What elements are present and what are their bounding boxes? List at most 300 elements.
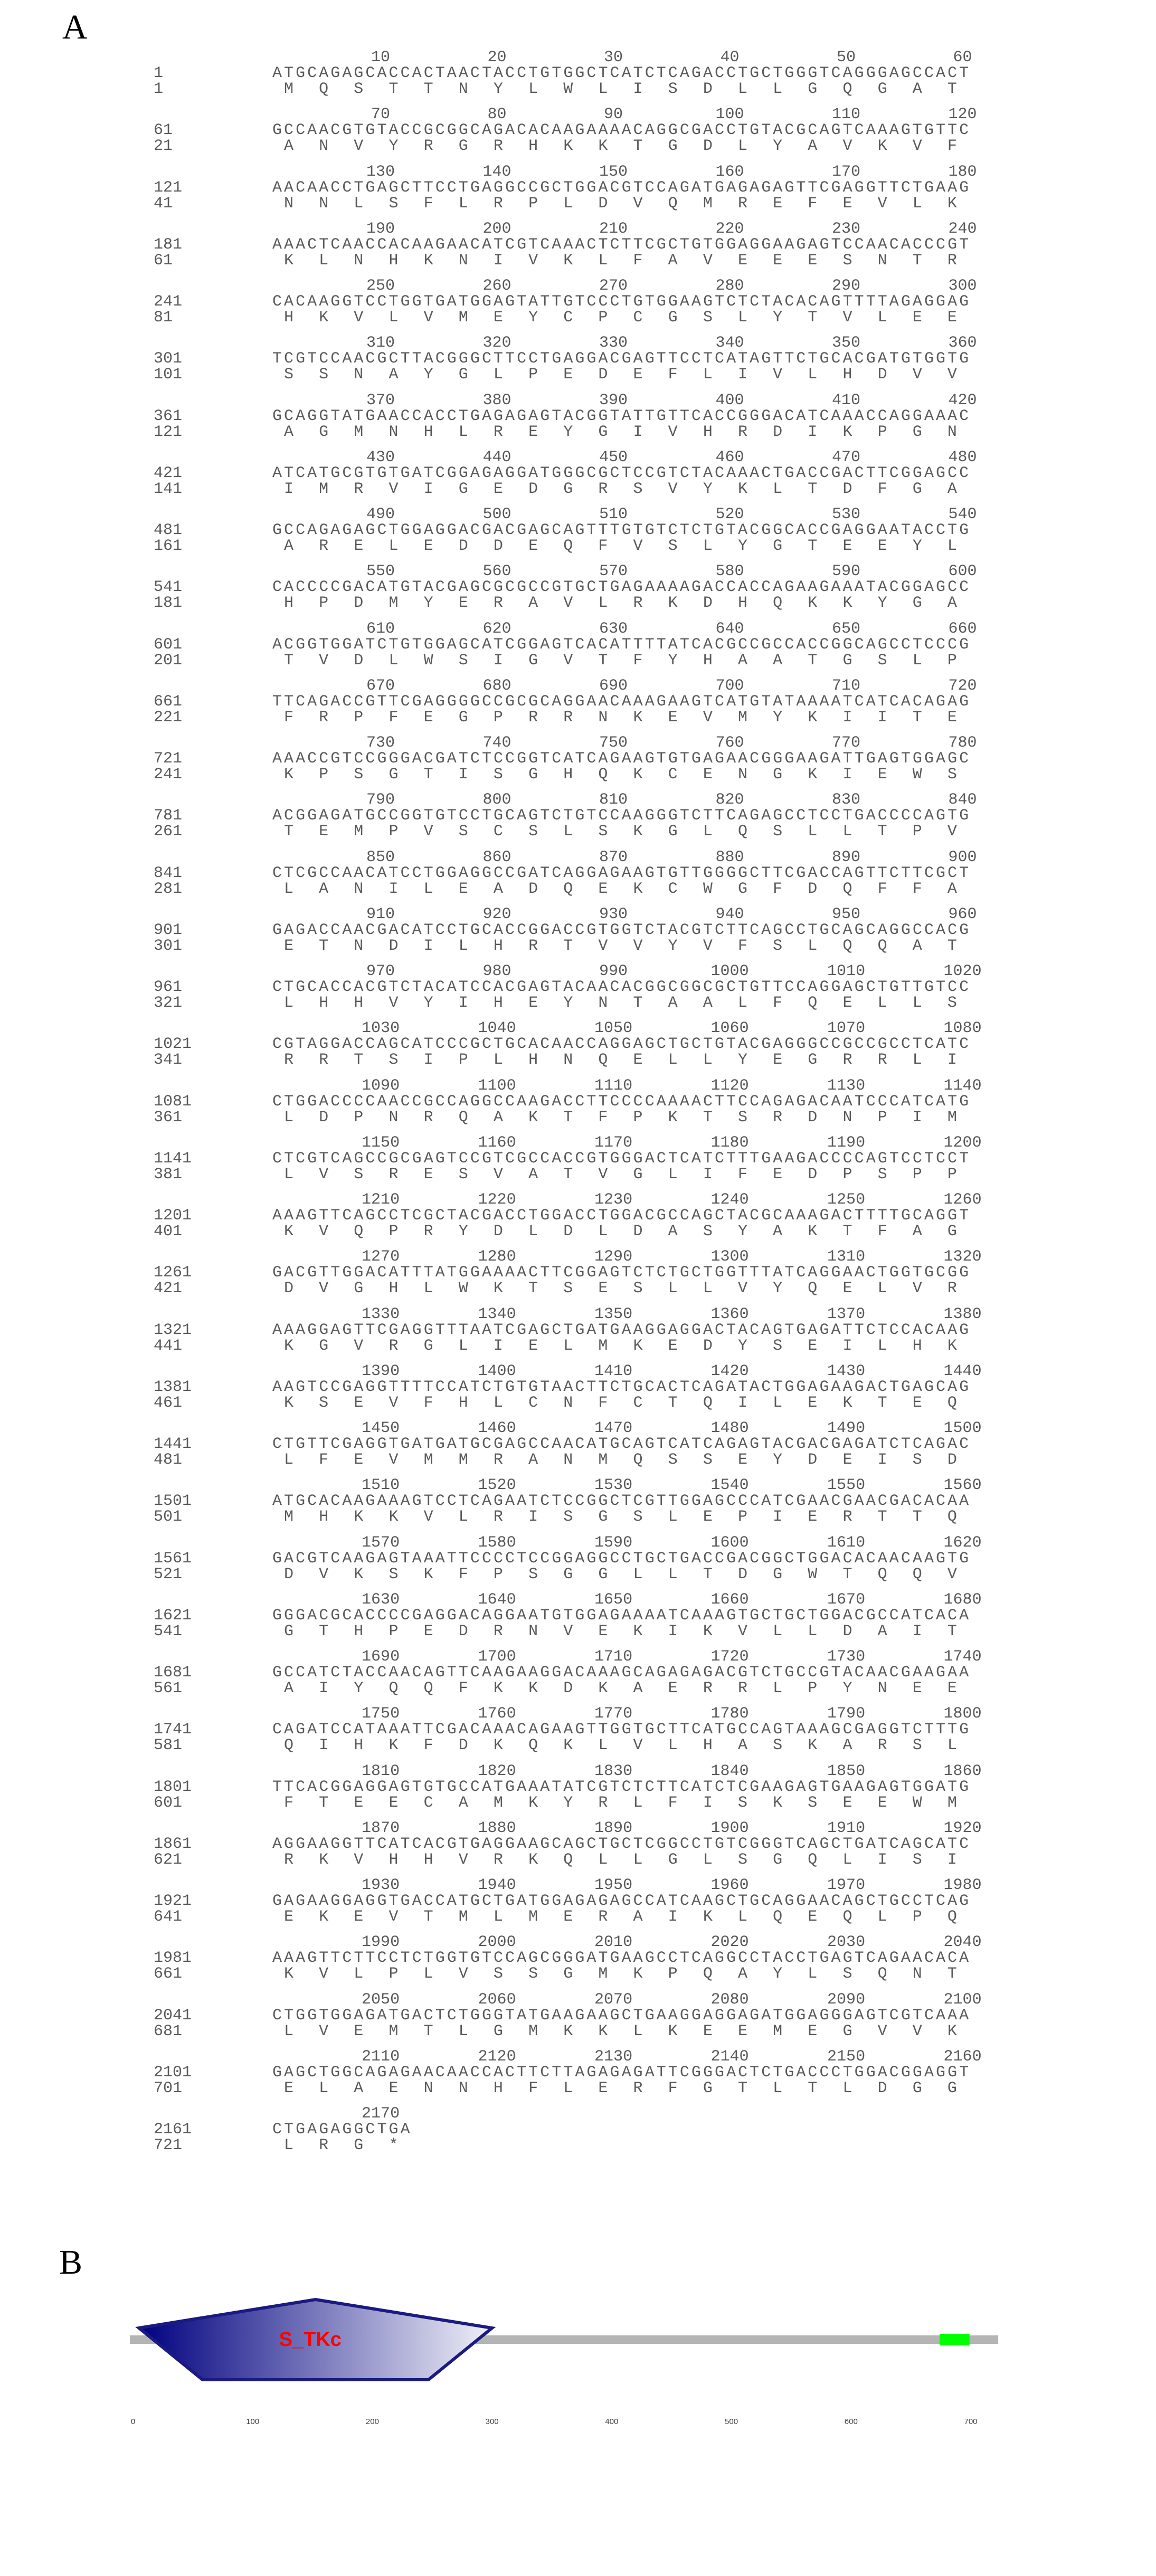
amino-acid-sequence: DVKSKFPSGGLLTDGWTQQV [284, 1565, 983, 1583]
axis-tick-label: 0 [130, 2417, 136, 2426]
axis-tick-label: 100 [246, 2417, 260, 2426]
nucleotide-sequence: AAAGGAGTTCGAGGTTTAATCGAGCTGATGAAGGAGGACTACAGTGAGATTCTCCACAAG [272, 1321, 971, 1339]
ruler-number: 800 [482, 791, 511, 809]
ruler-number: 1790 [827, 1705, 866, 1723]
amino-acid-index: 161 [154, 537, 183, 555]
ruler-number: 1080 [943, 1019, 982, 1038]
ruler-number: 1900 [710, 1819, 749, 1837]
nucleotide-index: 421 [154, 464, 183, 482]
ruler-number: 1190 [827, 1133, 866, 1152]
ruler-number: 950 [832, 905, 861, 923]
ruler-number: 1870 [362, 1819, 400, 1837]
ruler-number: 1720 [710, 1648, 749, 1666]
nucleotide-sequence: AGGAAGGTTCATCACGTGAGGAAGCAGCTGCTCGGCCTGTCGGGTCAGCTGATCAGCATC [272, 1835, 971, 1853]
ruler-number: 1440 [943, 1362, 982, 1380]
ruler-number: 460 [715, 448, 744, 466]
amino-acid-sequence: HPDMYERAVLRKDHQKKYGA [284, 594, 983, 613]
amino-acid-sequence: AIYQQFKKDKAERRLPYNEE [284, 1680, 983, 1697]
axis-tick-label: 700 [964, 2417, 978, 2426]
ruler-number: 1910 [827, 1819, 866, 1837]
amino-acid-index: 421 [154, 1280, 183, 1298]
ruler-number: 150 [599, 163, 628, 181]
amino-acid-sequence: LHHVYIHEYNTAALFQELLS [284, 994, 983, 1012]
sequence-block [0, 1362, 1156, 1419]
ruler-number: 580 [715, 562, 744, 581]
ruler-number: 2060 [478, 1990, 516, 2009]
ruler-number: 1470 [594, 1419, 633, 1437]
ruler-number: 250 [366, 277, 395, 295]
ruler-number: 860 [482, 848, 511, 866]
amino-acid-index: 381 [154, 1165, 183, 1184]
amino-acid-index: 61 [154, 251, 173, 270]
ruler-number: 1310 [827, 1248, 866, 1266]
ruler-number: 1990 [362, 1933, 400, 1952]
nucleotide-index: 1021 [154, 1035, 192, 1054]
nucleotide-sequence: TTCACGGAGGAGTGTGCCATGAAATATCGTCTCTTCATCTCGAAGAGTGAAGAGTGGATG [272, 1778, 971, 1796]
nucleotide-index: 1921 [154, 1892, 192, 1910]
amino-acid-sequence: KVLPLVSSGMKPQAYLSQNT [284, 1965, 983, 1983]
ruler-number: 920 [482, 905, 511, 923]
amino-acid-index: 521 [154, 1565, 183, 1583]
ruler-number: 760 [715, 734, 744, 752]
nucleotide-sequence: CTGTTCGAGGTGATGATGCGAGCCAACATGCAGTCATCAGAGTACGACGAGATCTCAGAC [272, 1435, 971, 1453]
amino-acid-index: 361 [154, 1108, 183, 1127]
sequence-block [0, 277, 1156, 334]
domain-label: S_TKc [279, 2329, 342, 2351]
ruler-number: 1550 [827, 1476, 866, 1495]
ruler-number: 970 [366, 962, 395, 980]
ruler-number: 30 [604, 49, 623, 66]
sequence-block [0, 1134, 1156, 1191]
amino-acid-sequence: FRPFEGPRRNKEVMYKIITE [284, 708, 983, 727]
sequence-block [0, 1305, 1156, 1362]
ruler-number: 1040 [478, 1019, 516, 1038]
ruler-number: 120 [948, 106, 977, 124]
nucleotide-sequence: AAAGTTCTTCCTCTGGTGTCCAGCGGGATGAAGCCTCAGGCCTACCTGAGTCAGAACACA [272, 1949, 971, 1968]
nucleotide-sequence: GAGCTGGCAGAGAACAACCACTTCTTAGAGAGATTCGGGACTCTGACCCTGGACGGAGGT [272, 2063, 971, 2082]
ruler-number: 1180 [710, 1133, 749, 1152]
amino-acid-index: 661 [154, 1965, 183, 1983]
amino-acid-sequence: RRTSIPLHNQELLYEGRRLI [284, 1051, 983, 1070]
ruler-number: 130 [366, 163, 395, 181]
nucleotide-sequence: CTGGTGGAGATGACTCTGGGTATGAAGAAGCTGAAGGAGGAGATGGAGGGAGTCGTCAAA [272, 2006, 971, 2025]
amino-acid-index: 321 [154, 994, 183, 1012]
amino-acid-sequence: ELAENNHFLERFGTLTLDGG [284, 2079, 983, 2097]
ruler-number: 2070 [594, 1990, 633, 2009]
ruler-number: 2140 [710, 2047, 749, 2066]
amino-acid-sequence: ARELEDDEQFVSLYGTEEYL [284, 537, 983, 555]
ruler-number: 330 [599, 334, 628, 352]
nucleotide-index: 841 [154, 864, 183, 882]
ruler-number: 20 [487, 49, 507, 66]
ruler-number: 1650 [594, 1590, 633, 1609]
ruler-number: 1520 [478, 1476, 516, 1495]
ruler-number: 1050 [594, 1019, 633, 1038]
ruler-number: 1690 [362, 1648, 400, 1666]
ruler-number: 1320 [943, 1248, 982, 1266]
amino-acid-index: 541 [154, 1622, 183, 1640]
nucleotide-sequence: CAGATCCATAAATTCGACAAACAGAAGTTGGTGCTTCATGCCAGTAAAGCGAGGTCTTTG [272, 1721, 971, 1739]
ruler-number: 1570 [362, 1533, 400, 1552]
amino-acid-index: 241 [154, 766, 183, 784]
ruler-number: 630 [599, 619, 628, 638]
panel-a-label: A [62, 8, 88, 46]
nucleotide-index: 721 [154, 750, 183, 768]
nucleotide-index: 1321 [154, 1321, 192, 1339]
amino-acid-index: 141 [154, 480, 183, 498]
ruler-number: 980 [482, 962, 511, 980]
amino-acid-index: 601 [154, 1793, 183, 1812]
amino-acid-sequence: DVGHLWKTSESLLVYQELVR [284, 1280, 983, 1298]
amino-acid-sequence: KLNHKNIVKLFAVEEESNTR [284, 251, 983, 270]
nucleotide-sequence: GCCATCTACCAACAGTTCAAGAAGGACAAAGCAGAGAGACGTCTGCCGTACAACGAAGAA [272, 1664, 971, 1682]
amino-acid-sequence: LANILEADQEKCWGFDQFFA [284, 880, 983, 898]
nucleotide-sequence: GCCAACGTGTACCGCGGCAGACACAAGAAAACAGGCGACCTGTACGCAGTCAAAGTGTTC [272, 121, 971, 140]
ruler-number: 1270 [362, 1248, 400, 1266]
nucleotide-sequence: CGTAGGACCAGCATCCCGCTGCACAACCAGGAGCTGCTGTACGAGGGCCGCCGCCTCATC [272, 1035, 971, 1054]
nucleotide-index: 1 [154, 64, 164, 82]
ruler-number: 100 [715, 106, 744, 124]
ruler-number: 540 [948, 505, 977, 523]
nucleotide-index: 2041 [154, 2006, 192, 2025]
ruler-number: 1260 [943, 1191, 982, 1209]
axis-tick-label: 300 [485, 2417, 499, 2426]
ruler-number: 1590 [594, 1533, 633, 1552]
ruler-number: 900 [948, 848, 977, 866]
ruler-number: 1500 [943, 1419, 982, 1437]
amino-acid-index: 261 [154, 823, 183, 841]
amino-acid-sequence: RKVHHVRKQLLGLSGQLISI [284, 1850, 983, 1869]
nucleotide-sequence: CTGAGAGGCTGA [272, 2121, 412, 2139]
ruler-number: 310 [366, 334, 395, 352]
ruler-number: 1950 [594, 1876, 633, 1894]
ruler-number: 1230 [594, 1191, 633, 1209]
ruler-number: 140 [482, 163, 511, 181]
amino-acid-index: 501 [154, 1508, 183, 1526]
sequence-block [0, 2048, 1156, 2105]
ruler-number: 2000 [478, 1933, 516, 1952]
ruler-number: 1610 [827, 1533, 866, 1552]
ruler-number: 1290 [594, 1248, 633, 1266]
amino-acid-sequence: MQSTTNYLWLISDLLGQGAT [284, 80, 983, 98]
ruler-number: 1370 [827, 1305, 866, 1323]
amino-acid-sequence: LVSRESVATVGLIFEDPSPP [284, 1165, 983, 1184]
ruler-number: 2170 [362, 2105, 400, 2123]
ruler-number: 420 [948, 391, 977, 409]
ruler-number: 2120 [478, 2047, 516, 2066]
sequence-block [0, 1476, 1156, 1533]
ruler-number: 1800 [943, 1705, 982, 1723]
amino-acid-sequence: FTEECAMKYRLFISKSEEWM [284, 1793, 983, 1812]
ruler-number: 1490 [827, 1419, 866, 1437]
ruler-number: 1120 [710, 1076, 749, 1095]
nucleotide-sequence: AAAGTTCAGCCTCGCTACGACCTGGACCTGGACGCCAGCTACGCAAAGACTTTTGCAGGT [272, 1207, 971, 1225]
axis-tick-label: 600 [844, 2417, 858, 2426]
ruler-number: 1170 [594, 1133, 633, 1152]
amino-acid-index: 621 [154, 1850, 183, 1869]
amino-acid-index: 1 [154, 80, 164, 98]
ruler-number: 260 [482, 277, 511, 295]
ruler-number: 290 [832, 277, 861, 295]
ruler-number: 1540 [710, 1476, 749, 1495]
sequence-block [0, 49, 1156, 106]
ruler-number: 1730 [827, 1648, 866, 1666]
nucleotide-sequence: AAGTCCGAGGTTTTCCATCTGTGTAACTTCTGCACTCAGATACTGGAGAAGACTGAGCAG [272, 1378, 971, 1396]
ruler-number: 1220 [478, 1191, 516, 1209]
amino-acid-sequence: LFEVMMRANMQSSEYDEISD [284, 1451, 983, 1469]
ruler-number: 590 [832, 562, 861, 581]
ruler-number: 1840 [710, 1762, 749, 1780]
ruler-number: 1660 [710, 1590, 749, 1609]
nucleotide-sequence: GAGACCAACGACATCCTGCACCGGACCGTGGTCTACGTCTTCAGCCTGCAGCAGGCCACG [272, 921, 971, 939]
ruler-number: 720 [948, 676, 977, 695]
ruler-number: 1250 [827, 1191, 866, 1209]
ruler-number: 1740 [943, 1648, 982, 1666]
ruler-number: 680 [482, 676, 511, 695]
ruler-number: 1160 [478, 1133, 516, 1152]
ruler-number: 1830 [594, 1762, 633, 1780]
ruler-number: 1150 [362, 1133, 400, 1152]
ruler-number: 1630 [362, 1590, 400, 1609]
ruler-number: 450 [599, 448, 628, 466]
ruler-number: 350 [832, 334, 861, 352]
ruler-number: 160 [715, 163, 744, 181]
ruler-number: 610 [366, 619, 395, 638]
amino-acid-index: 721 [154, 2136, 183, 2154]
nucleotide-index: 661 [154, 692, 183, 711]
ruler-number: 370 [366, 391, 395, 409]
nucleotide-sequence: GGGACGCACCCCGAGGACAGGAATGTGGAGAAAATCAAAGTGCTGCTGGACGCCATCACA [272, 1606, 971, 1625]
nucleotide-sequence: GACGTCAAGAGTAAATTCCCCTCCGGAGGCCTGCTGACCGACGGCTGGACACAACAAGTG [272, 1549, 971, 1568]
nucleotide-sequence: GCAGGTATGAACCACCTGAGAGAGTACGGTATTGTTCACCGGGACATCAAACCAGGAAAC [272, 407, 971, 425]
ruler-number: 1770 [594, 1705, 633, 1723]
amino-acid-index: 181 [154, 594, 183, 613]
ruler-number: 730 [366, 734, 395, 752]
ruler-number: 340 [715, 334, 744, 352]
sequence-block [0, 334, 1156, 391]
ruler-number: 500 [482, 505, 511, 523]
ruler-number: 1580 [478, 1533, 516, 1552]
sequence-block [0, 791, 1156, 848]
ruler-number: 960 [948, 905, 977, 923]
ruler-number: 2050 [362, 1990, 400, 2009]
nucleotide-index: 1141 [154, 1149, 192, 1168]
ruler-number: 110 [832, 106, 861, 124]
nucleotide-sequence: ACGGTGGATCTGTGGAGCATCGGAGTCACATTTTATCACGCCGCCACCGGCAGCCTCCCG [272, 635, 971, 654]
ruler-number: 820 [715, 791, 744, 809]
nucleotide-sequence: ATCATGCGTGTGATCGGAGAGGATGGGCGCTCCGTCTACAAACTGACCGACTTCGGAGCC [272, 464, 971, 482]
nucleotide-index: 1261 [154, 1264, 192, 1282]
amino-acid-sequence: EKEVTMLMERAIKLQEQLPQ [284, 1908, 983, 1926]
amino-acid-sequence: AGMNHLREYGIVHRDIKPGN [284, 423, 983, 441]
nucleotide-index: 901 [154, 921, 183, 939]
ruler-number: 1300 [710, 1248, 749, 1266]
ruler-number: 410 [832, 391, 861, 409]
sequence-block [0, 449, 1156, 505]
ruler-number: 750 [599, 734, 628, 752]
amino-acid-sequence: IMRVIGEDGRSVYKLTDFGA [284, 480, 983, 498]
nucleotide-index: 2101 [154, 2063, 192, 2082]
amino-acid-index: 461 [154, 1394, 183, 1412]
nucleotide-sequence: CTCGCCAACATCCTGGAGGCCGATCAGGAGAAGTGTTGGGGCTTCGACCAGTTCTTCGCT [272, 864, 971, 882]
ruler-number: 1960 [710, 1876, 749, 1894]
ruler-number: 170 [832, 163, 861, 181]
amino-acid-sequence: KSEVFHLCNFCTQILEKTEQ [284, 1394, 983, 1412]
sequence-block [0, 106, 1156, 163]
nucleotide-index: 1081 [154, 1092, 192, 1111]
nucleotide-index: 121 [154, 178, 183, 197]
ruler-number: 1380 [943, 1305, 982, 1323]
ruler-number: 740 [482, 734, 511, 752]
ruler-number: 780 [948, 734, 977, 752]
nucleotide-index: 1381 [154, 1378, 192, 1396]
amino-acid-index: 701 [154, 2079, 183, 2097]
nucleotide-index: 241 [154, 293, 183, 311]
sequence-block [0, 1248, 1156, 1305]
ruler-number: 1510 [362, 1476, 400, 1495]
ruler-number: 380 [482, 391, 511, 409]
ruler-number: 700 [715, 676, 744, 695]
sequence-block [0, 1648, 1156, 1705]
amino-acid-index: 401 [154, 1223, 183, 1241]
nucleotide-index: 361 [154, 407, 183, 425]
nucleotide-index: 781 [154, 807, 183, 825]
amino-acid-index: 281 [154, 880, 183, 898]
ruler-number: 1810 [362, 1762, 400, 1780]
ruler-number: 50 [837, 49, 856, 66]
nucleotide-sequence: GACGTTGGACATTTATGGAAAACTTCGGAGTCTCTGCTGGTTTATCAGGAACTGGTGCGG [272, 1264, 971, 1282]
ruler-number: 1030 [362, 1019, 400, 1038]
ruler-number: 360 [948, 334, 977, 352]
amino-acid-sequence: NNLSFLRPLDVQMREFEVLK [284, 194, 983, 213]
amino-acid-index: 301 [154, 937, 183, 955]
ruler-number: 1070 [827, 1019, 866, 1038]
amino-acid-sequence: KPSGTISGHQKCENGKIEWS [284, 766, 983, 784]
nucleotide-sequence: GAGAAGGAGGTGACCATGCTGATGGAGAGAGCCATCAAGCTGCAGGAACAGCTGCCTCAG [272, 1892, 971, 1910]
ruler-number: 1400 [478, 1362, 516, 1380]
amino-acid-index: 221 [154, 708, 183, 727]
nucleotide-index: 1861 [154, 1835, 192, 1853]
ruler-number: 1090 [362, 1076, 400, 1095]
ruler-number: 1880 [478, 1819, 516, 1837]
amino-acid-sequence: LRG* [284, 2136, 424, 2154]
ruler-number: 10 [371, 49, 391, 66]
ruler-number: 690 [599, 676, 628, 695]
ruler-number: 210 [599, 220, 628, 238]
ruler-number: 80 [487, 106, 507, 124]
ruler-number: 890 [832, 848, 861, 866]
sequence-block [0, 562, 1156, 619]
ruler-number: 200 [482, 220, 511, 238]
ruler-number: 2040 [943, 1933, 982, 1952]
ruler-number: 1110 [594, 1076, 633, 1095]
ruler-number: 1860 [943, 1762, 982, 1780]
nucleotide-index: 1981 [154, 1949, 192, 1968]
ruler-number: 270 [599, 277, 628, 295]
sequence-block [0, 1591, 1156, 1648]
nucleotide-sequence: AAACCGTCCGGGACGATCTCCGGTCATCAGAAGTGTGAGAACGGGAAGATTGAGTGGAGC [272, 750, 971, 768]
axis-tick-label: 200 [365, 2417, 379, 2426]
ruler-number: 180 [948, 163, 977, 181]
ruler-number: 220 [715, 220, 744, 238]
ruler-number: 770 [832, 734, 861, 752]
ruler-number: 810 [599, 791, 628, 809]
ruler-number: 2080 [710, 1990, 749, 2009]
ruler-number: 2020 [710, 1933, 749, 1952]
ruler-number: 1700 [478, 1648, 516, 1666]
amino-acid-index: 561 [154, 1680, 183, 1697]
ruler-number: 570 [599, 562, 628, 581]
amino-acid-index: 481 [154, 1451, 183, 1469]
sequence-block [0, 163, 1156, 220]
nucleotide-index: 181 [154, 235, 183, 254]
nucleotide-sequence: ACGGAGATGCCGGTGTCCTGCAGTCTGTCCAAGGGTCTTCAGAGCCTCCTGACCCCAGTG [272, 807, 971, 825]
ruler-number: 190 [366, 220, 395, 238]
ruler-number: 1010 [827, 962, 866, 980]
ruler-number: 1940 [478, 1876, 516, 1894]
sequence-block [0, 392, 1156, 449]
ruler-number: 240 [948, 220, 977, 238]
nucleotide-sequence: AACAACCTGAGCTTCCTGAGGCCGCTGGACGTCCAGATGAGAGAGTTCGAGGTTCTGAAG [272, 178, 971, 197]
ruler-number: 1560 [943, 1476, 982, 1495]
ruler-number: 1200 [943, 1133, 982, 1152]
ruler-number: 670 [366, 676, 395, 695]
nucleotide-sequence: AAACTCAACCACAAGAACATCGTCAAACTCTTCGCTGTGGAGGAAGAGTCCAACACCCGT [272, 235, 971, 254]
ruler-number: 830 [832, 791, 861, 809]
ruler-number: 1000 [710, 962, 749, 980]
ruler-number: 1280 [478, 1248, 516, 1266]
amino-acid-index: 81 [154, 309, 173, 327]
nucleotide-index: 481 [154, 521, 183, 539]
ruler-number: 1360 [710, 1305, 749, 1323]
ruler-number: 2090 [827, 1990, 866, 2009]
amino-acid-index: 581 [154, 1737, 183, 1755]
ruler-number: 300 [948, 277, 977, 295]
ruler-number: 2030 [827, 1933, 866, 1952]
amino-acid-index: 641 [154, 1908, 183, 1926]
ruler-number: 660 [948, 619, 977, 638]
ruler-number: 550 [366, 562, 395, 581]
ruler-number: 930 [599, 905, 628, 923]
ruler-number: 1460 [478, 1419, 516, 1437]
ruler-number: 1210 [362, 1191, 400, 1209]
ruler-number: 1670 [827, 1590, 866, 1609]
amino-acid-sequence: KVQPRYDLDLDASYAKTFAG [284, 1223, 983, 1241]
ruler-number: 1750 [362, 1705, 400, 1723]
ruler-number: 2100 [943, 1990, 982, 2009]
ruler-number: 1410 [594, 1362, 633, 1380]
amino-acid-sequence: ANVYRGRHKKTGDLYAVKVF [284, 137, 983, 156]
ruler-number: 1240 [710, 1191, 749, 1209]
nucleotide-index: 2161 [154, 2121, 192, 2139]
ruler-number: 1530 [594, 1476, 633, 1495]
amino-acid-sequence: QIHKFDKQKLVLHASKARSL [284, 1737, 983, 1755]
ruler-number: 1060 [710, 1019, 749, 1038]
sequence-block [0, 1077, 1156, 1134]
ruler-number: 850 [366, 848, 395, 866]
ruler-number: 490 [366, 505, 395, 523]
amino-acid-index: 441 [154, 1337, 183, 1355]
ruler-number: 70 [371, 106, 391, 124]
nucleotide-index: 301 [154, 350, 183, 368]
ruler-number: 1450 [362, 1419, 400, 1437]
nucleotide-sequence: CTCGTCAGCCGCGAGTCCGTCGCCACCGTGGGACTCATCTTTGAAGACCCCAGTCCTCCT [272, 1149, 971, 1168]
domain-diagram [0, 2269, 1156, 2480]
amino-acid-sequence: ETNDILHRTVVYVFSLQQAT [284, 937, 983, 955]
ruler-number: 2160 [943, 2047, 982, 2066]
amino-acid-index: 101 [154, 366, 183, 384]
nucleotide-sequence: TCGTCCAACGCTTACGGGCTTCCTGAGGACGAGTTCCTCATAGTTCTGCACGATGTGGTG [272, 350, 971, 368]
